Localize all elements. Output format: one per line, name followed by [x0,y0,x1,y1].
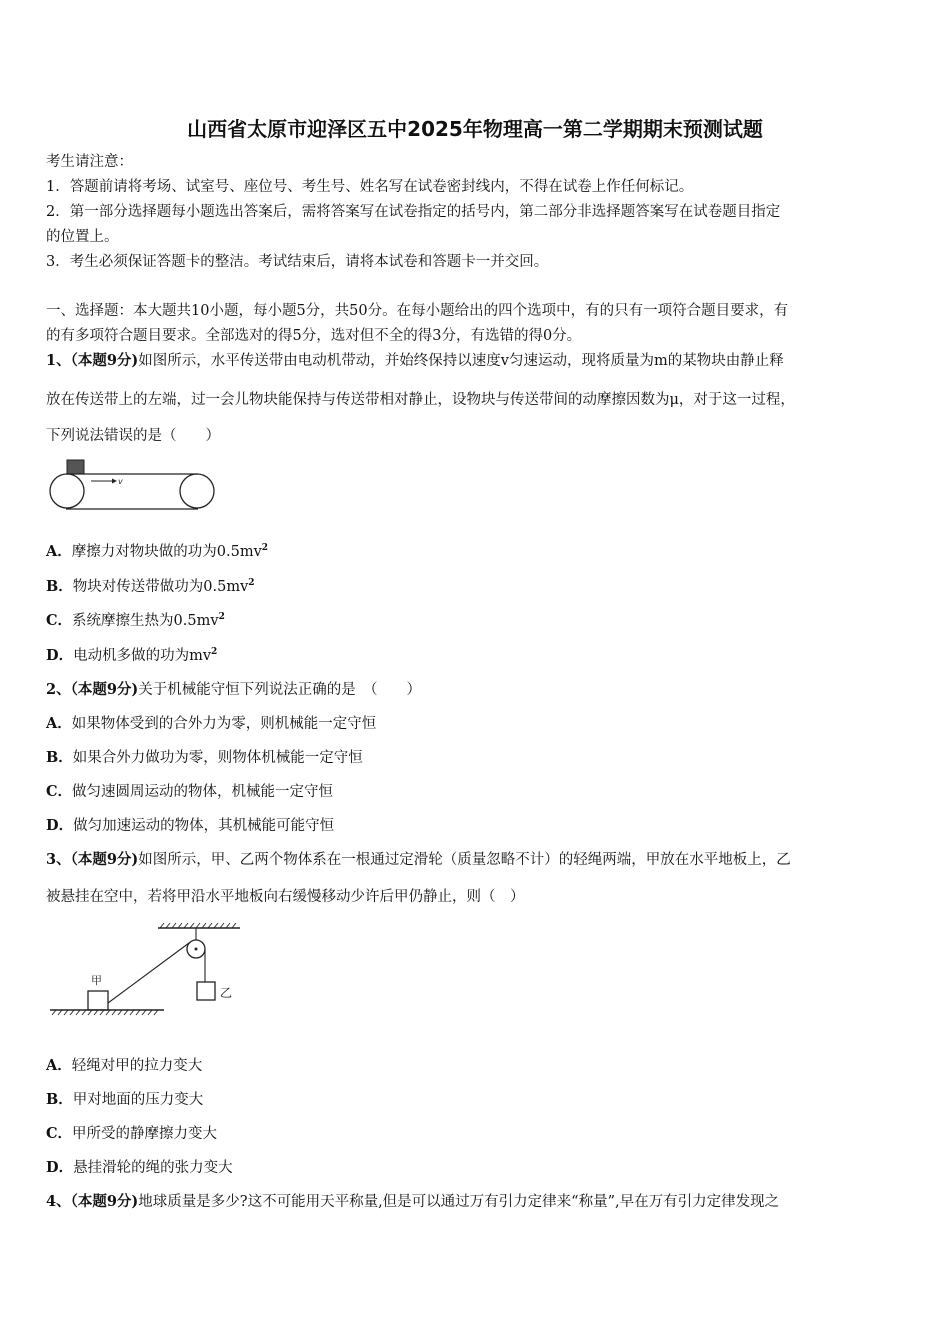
option-text: 电动机多做的功为mv [73,648,212,664]
q3-stem-line [46,850,791,870]
option-letter: A． [46,1057,72,1074]
section-intro: 的有多项符合题目要求。全部选对的得5分，选对但不全的得3分，有选错的得0分。 [46,328,582,344]
q3-number: 3、（本题9分) [46,851,139,868]
q1-stem-line: 下列说法错误的是（ ） [46,428,220,444]
page-title: 山西省太原市迎泽区五中2025年物理高一第二学期期末预测试题 [187,117,763,141]
option-letter: B． [46,1091,73,1108]
option-letter: A． [46,715,72,732]
section-intro: 一、选择题：本大题共10小题，每小题5分，共50分。在每小题给出的四个选项中，有的只有一项符合题目要求，有 [46,303,789,319]
notice-item: 2．第一部分选择题每小题选出答案后，需将答案写在试卷指定的括号内，第二部分非选择题答案写在试卷题目指定 [46,204,781,220]
block-yi [197,982,215,1000]
q3-option-a[interactable] [46,1056,202,1076]
rope-to-jia [108,943,189,1003]
option-text: 做匀速圆周运动的物体，机械能一定守恒 [72,784,334,800]
ceiling-hatch [160,923,236,928]
floor-hatch [52,1010,158,1015]
block-jia [88,991,108,1010]
q1-option-b[interactable] [46,577,255,597]
q3-option-d[interactable] [46,1158,233,1178]
option-letter: C． [46,1125,73,1142]
q2-number: 2、（本题9分) [46,681,139,698]
option-letter: D． [46,1159,74,1176]
q2-option-d[interactable] [46,816,334,836]
notice-item: 3．考生必须保证答题卡的整洁。考试结束后，请将本试卷和答题卡一并交回。 [46,254,549,270]
option-text: 如果物体受到的合外力为零，则机械能一定守恒 [71,716,377,732]
option-letter: D． [46,817,74,834]
q2-text: 关于机械能守恒下列说法正确的是 （ ） [138,682,422,698]
option-text: 物块对传送带做功为0.5mv [72,579,249,595]
q1-option-a[interactable] [46,542,268,562]
left-roller [50,474,84,508]
q1-number: 1、（本题9分) [46,352,139,369]
option-letter: C． [46,783,73,800]
option-text: 摩擦力对物块做的功为0.5mv [71,544,262,560]
option-superscript: 2 [248,578,255,588]
option-superscript: 2 [218,612,225,622]
notice-item: 1．答题前请将考场、试室号、座位号、考生号、姓名写在试卷密封线内，不得在试卷上作任何标记。 [46,179,694,195]
option-text: 系统摩擦生热为0.5mv [72,613,219,629]
q1-option-d[interactable] [46,646,217,666]
q3-stem-line: 被悬挂在空中，若将甲沿水平地板向右缓慢移动少许后甲仍静止，则（ ） [46,889,525,905]
option-text: 做匀加速运动的物体，其机械能可能守恒 [73,818,335,834]
q2-stem-line [46,680,421,700]
q1-stem-line [46,351,784,371]
label-yi: 乙 [220,986,233,1000]
option-text: 甲对地面的压力变大 [72,1092,204,1108]
q1-stem-line: 放在传送带上的左端，过一会儿物块能保持与传送带相对静止，设物块与传送带间的动摩擦因数为μ，对于这一过程， [46,392,795,408]
notice-item: 的位置上。 [46,229,119,245]
q2-option-a[interactable] [46,714,376,734]
q2-option-b[interactable] [46,748,363,768]
option-letter: B． [46,749,73,766]
conveyor-belt-figure [46,458,221,516]
option-text: 悬挂滑轮的绳的张力变大 [73,1160,233,1176]
q3-text: 如图所示，甲、乙两个物体系在一根通过定滑轮（质量忽略不计）的轻绳两端，甲放在水平地板上，乙 [138,852,791,868]
velocity-arrow-icon [112,479,117,484]
velocity-label: v [118,477,123,486]
option-superscript: 2 [261,543,269,553]
block-shape [67,460,84,474]
option-text: 甲所受的静摩擦力变大 [72,1126,218,1142]
option-letter: D． [46,647,74,664]
q3-option-b[interactable] [46,1090,203,1110]
q4-stem-line [46,1192,779,1212]
label-jia: 甲 [91,974,102,987]
q2-option-c[interactable] [46,782,333,802]
option-letter: B． [46,578,73,595]
q1-option-c[interactable] [46,611,225,631]
option-letter: C． [46,612,73,629]
q1-text: 如图所示，水平传送带由电动机带动，并始终保持以速度v匀速运动，现将质量为m的某物块由静止释 [138,353,784,369]
right-roller [180,474,214,508]
pulley-figure [46,920,246,1020]
q4-number: 4、（本题9分) [46,1193,139,1210]
q3-option-c[interactable] [46,1124,217,1144]
option-letter: A． [46,543,72,560]
option-superscript: 2 [211,647,218,657]
q4-text: 地球质量是多少?这不可能用天平称量,但是可以通过万有引力定律来“称量”,早在万有引力定律发现之 [138,1194,780,1210]
option-text: 轻绳对甲的拉力变大 [71,1058,203,1074]
notice-header: 考生请注意： [46,154,133,170]
option-text: 如果合外力做功为零，则物体机械能一定守恒 [72,750,363,766]
